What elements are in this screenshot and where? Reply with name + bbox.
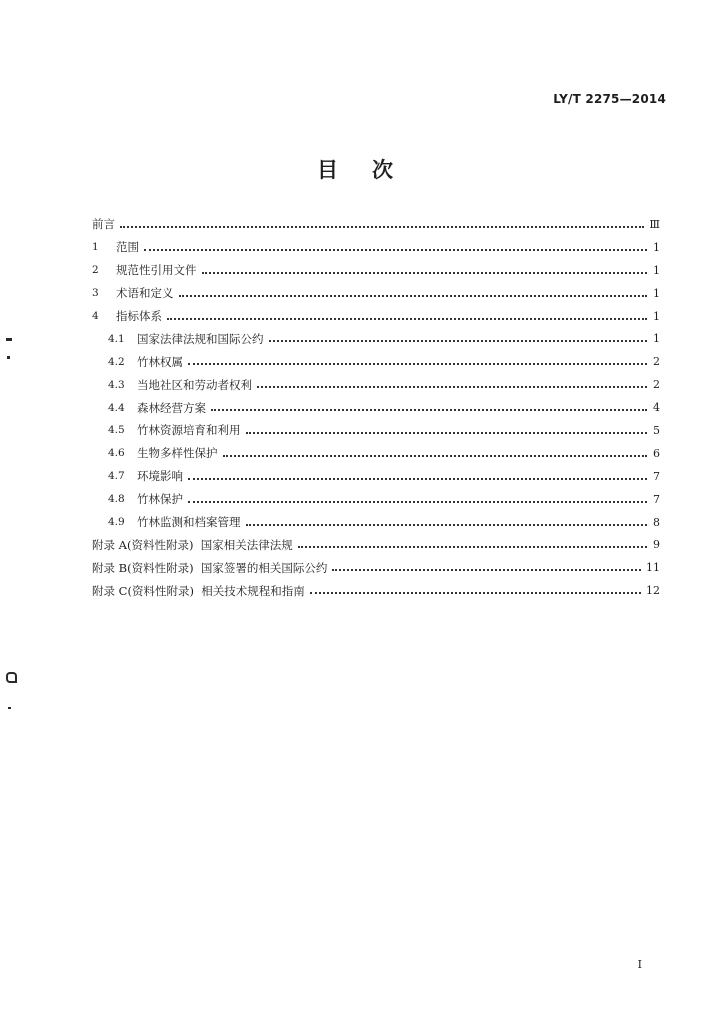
- dot-leader: [202, 270, 648, 274]
- toc-entry-label: 国家法律法规和国际公约: [137, 331, 264, 346]
- dot-leader: [269, 338, 648, 342]
- toc-entry-number: 4.1: [108, 332, 125, 345]
- toc-entry-number: 4.5: [108, 424, 125, 437]
- toc-entry[interactable]: [92, 259, 660, 282]
- toc-entry[interactable]: [92, 442, 660, 465]
- toc-entry-label: 附录 B(资料性附录) 国家签署的相关国际公约: [92, 560, 328, 575]
- standard-code: LY/T 2275—2014: [553, 92, 666, 106]
- toc-entry-label: 规范性引用文件: [116, 263, 197, 278]
- dot-leader: [188, 476, 647, 480]
- dot-leader: [246, 522, 648, 526]
- toc-entry-number: 4.8: [108, 493, 125, 506]
- toc-entry[interactable]: [92, 282, 660, 305]
- toc-entry-number: 1: [92, 241, 99, 254]
- toc-entry-number: 4.6: [108, 447, 125, 460]
- toc-entry-page: 1: [653, 240, 660, 254]
- toc-entry[interactable]: [92, 579, 660, 602]
- toc-entry[interactable]: [92, 350, 660, 373]
- toc-entry-page: 5: [653, 423, 660, 437]
- scan-mark: [6, 672, 17, 683]
- dot-leader: [188, 361, 647, 365]
- dot-leader: [257, 384, 647, 388]
- toc-entry-label: 竹林监测和档案管理: [137, 515, 241, 530]
- dot-leader: [144, 247, 647, 251]
- toc-entry-page: 1: [653, 286, 660, 300]
- toc-entry-label: 范围: [116, 240, 139, 255]
- toc-entry[interactable]: [92, 396, 660, 419]
- dot-leader: [179, 293, 648, 297]
- page-title: 目次: [317, 158, 427, 182]
- toc-entry-label: 森林经营方案: [137, 400, 206, 415]
- toc-entry-label: 附录 C(资料性附录) 相关技术规程和指南: [92, 583, 305, 598]
- toc-entry-page: 12: [646, 584, 660, 598]
- toc-entry-page: 7: [653, 469, 660, 483]
- dot-leader: [167, 316, 647, 320]
- toc-entry[interactable]: [92, 419, 660, 442]
- toc-entry-label: 竹林权属: [137, 354, 183, 369]
- toc-entry-number: 4.9: [108, 516, 125, 529]
- toc-entry-page: 9: [653, 538, 660, 552]
- toc-entry-label: 生物多样性保护: [137, 446, 218, 461]
- toc-entry-number: 2: [92, 264, 99, 277]
- page-number: I: [637, 958, 642, 971]
- toc-entry-page: 1: [653, 263, 660, 277]
- toc-entry-label: 竹林保护: [137, 492, 183, 507]
- toc-entry-number: 4.7: [108, 470, 125, 483]
- toc-entry-page: 11: [646, 561, 660, 575]
- toc-entry-label: 前言: [92, 217, 115, 232]
- toc-entry-number: 4.2: [108, 355, 125, 368]
- dot-leader: [298, 544, 647, 548]
- toc-entry-label: 指标体系: [116, 309, 162, 323]
- scan-mark: [6, 338, 12, 341]
- dot-leader: [120, 224, 644, 228]
- toc-entry-page: 8: [653, 515, 660, 529]
- toc-entry[interactable]: [92, 465, 660, 488]
- toc-entry[interactable]: [92, 213, 660, 236]
- toc-entry-page: 4: [653, 401, 660, 415]
- toc-entry[interactable]: [92, 305, 660, 328]
- toc-entry-page: 1: [653, 332, 660, 346]
- toc-entry[interactable]: [92, 556, 660, 579]
- table-of-contents: [92, 213, 660, 602]
- scan-mark: [8, 707, 11, 709]
- toc-entry-label: 竹林资源培育和利用: [137, 423, 241, 438]
- dot-leader: [211, 407, 647, 411]
- toc-entry-page: Ⅲ: [649, 217, 660, 231]
- toc-entry[interactable]: [92, 533, 660, 556]
- toc-entry-number: 3: [92, 287, 99, 300]
- toc-entry-number: 4.4: [108, 401, 125, 414]
- toc-entry[interactable]: [92, 373, 660, 396]
- toc-entry[interactable]: [92, 488, 660, 511]
- toc-entry[interactable]: [92, 236, 660, 259]
- dot-leader: [332, 567, 641, 571]
- toc-entry-label: 术语和定义: [116, 286, 174, 301]
- toc-entry[interactable]: [92, 511, 660, 534]
- toc-entry-label: 附录 A(资料性附录) 国家相关法律法规: [92, 537, 293, 552]
- toc-entry-page: 7: [653, 492, 660, 506]
- dot-leader: [310, 590, 641, 594]
- dot-leader: [246, 430, 648, 434]
- toc-entry-label: 当地社区和劳动者权利: [137, 377, 252, 392]
- dot-leader: [188, 499, 647, 503]
- toc-entry-number: 4: [92, 310, 99, 322]
- toc-entry-page: 1: [653, 309, 660, 323]
- toc-entry-number: 4.3: [108, 378, 125, 391]
- toc-entry-page: 6: [653, 446, 660, 460]
- scan-mark: [7, 356, 10, 359]
- toc-entry-label: 环境影响: [137, 469, 183, 484]
- toc-entry-page: 2: [653, 355, 660, 369]
- dot-leader: [223, 453, 648, 457]
- toc-entry-page: 2: [653, 378, 660, 392]
- toc-entry[interactable]: [92, 327, 660, 350]
